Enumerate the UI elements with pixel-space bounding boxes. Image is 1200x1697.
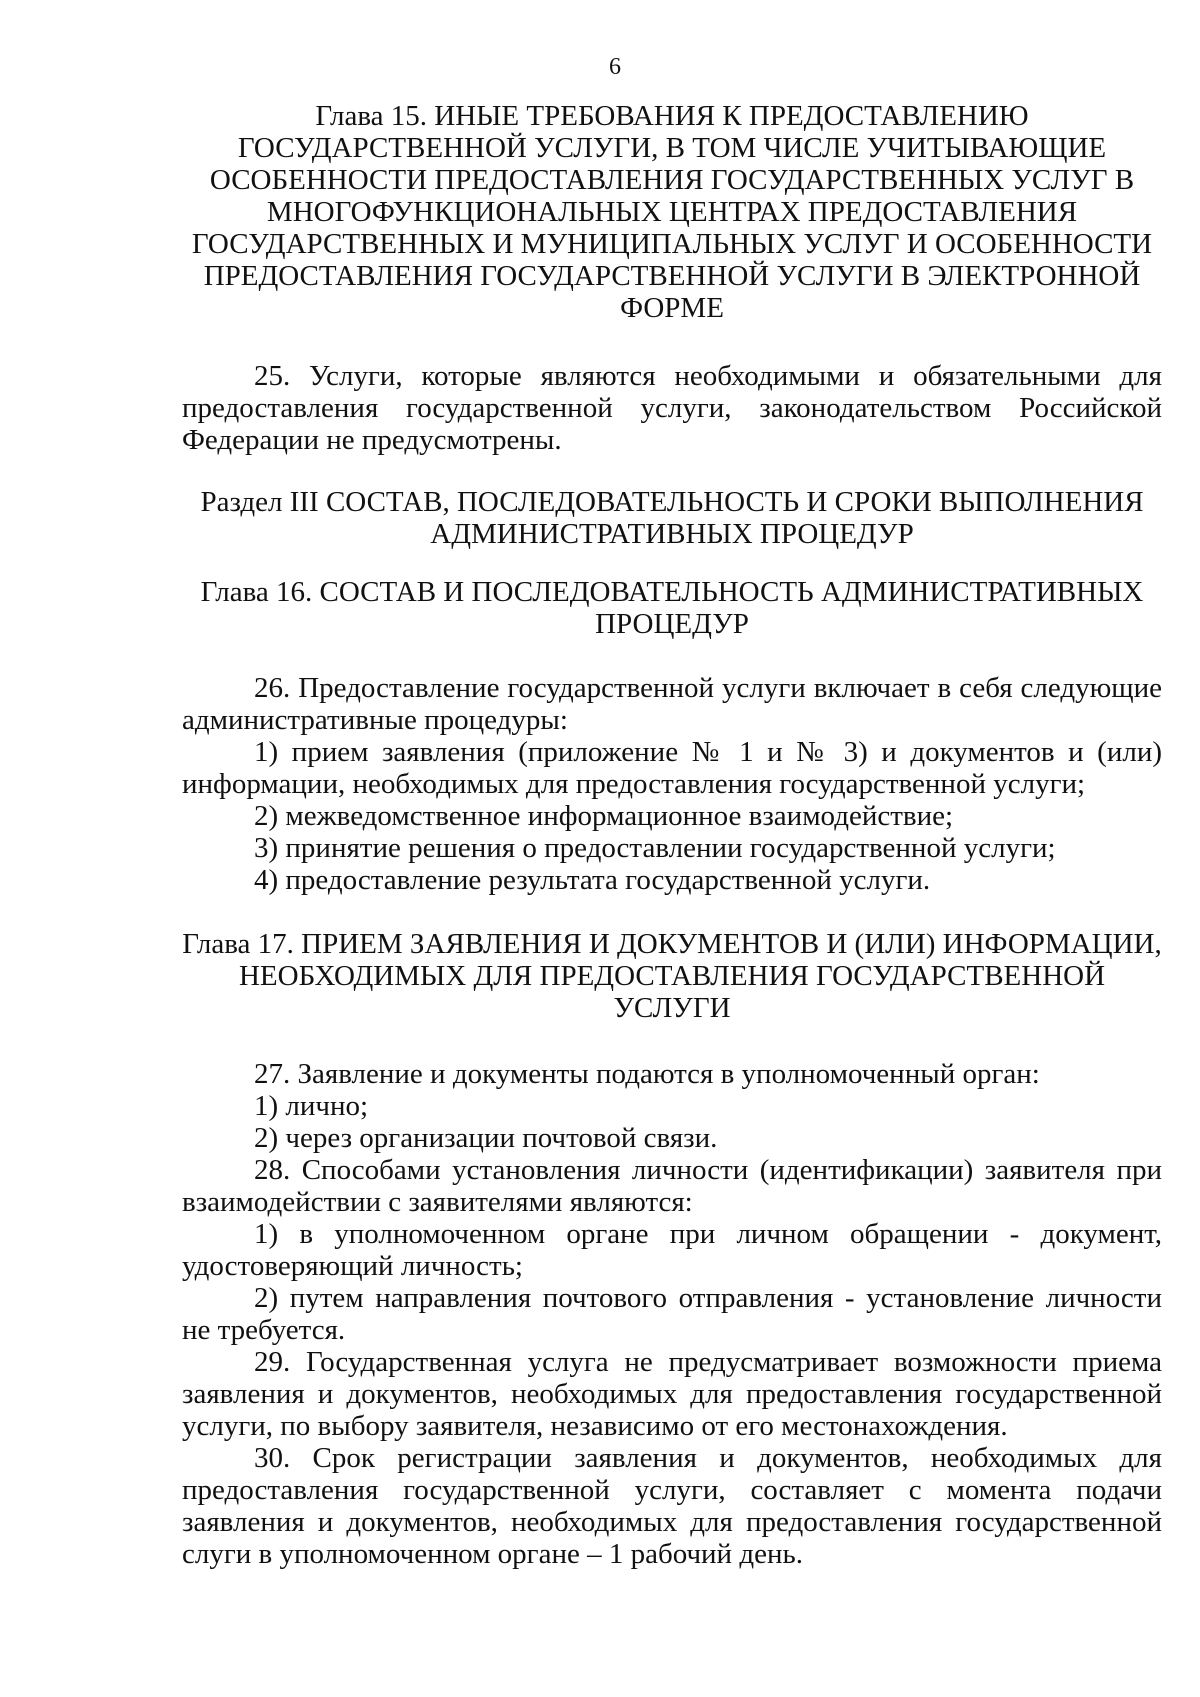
paragraph-30: 30. Срок регистрации заявления и документов, необходимых для предоставления государственной услуги, составляет с момента подачи заявления и документов, необходимых для предоставления государственной слуги в уполномоченном органе – 1 рабочий день.	[182, 1442, 1162, 1570]
document-body	[182, 100, 1162, 1570]
paragraph-26-item-1: 1) прием заявления (приложение № 1 и № 3) и документов и (или) информации, необходимых для предоставления государственной услуги;	[182, 736, 1162, 800]
paragraph-28-item-2: 2) путем направления почтового отправления - установление личности не требуется.	[182, 1282, 1162, 1346]
paragraph-26-item-4: 4) предоставление результата государственной услуги.	[254, 864, 931, 896]
paragraph-28-item-1: 1) в уполномоченном органе при личном обращении - документ, удостоверяющий личность;	[182, 1218, 1162, 1282]
paragraph-29: 29. Государственная услуга не предусматривает возможности приема заявления и документов, необходимых для предоставления государственной услуги, по выбору заявителя, независимо от его местонахождения.	[182, 1346, 1162, 1442]
chapter-16-title: Глава 16. СОСТАВ И ПОСЛЕДОВАТЕЛЬНОСТЬ АДМИНИСТРАТИВНЫХ ПРОЦЕДУР	[200, 576, 1144, 640]
paragraph-26-item-2: 2) межведомственное информационное взаимодействие;	[254, 800, 954, 832]
paragraph-28: 28. Способами установления личности (идентификации) заявителя при взаимодействии с заявителями являются:	[182, 1154, 1162, 1218]
chapter-17-title: Глава 17. ПРИЕМ ЗАЯВЛЕНИЯ И ДОКУМЕНТОВ И (ИЛИ) ИНФОРМАЦИИ, НЕОБХОДИМЫХ ДЛЯ ПРЕДОСТАВЛЕНИЯ ГОСУДАРСТВЕННОЙ УСЛУГИ	[182, 928, 1162, 1024]
paragraph-27: 27. Заявление и документы подаются в уполномоченный орган:	[254, 1058, 1040, 1090]
section-3-title: Раздел III СОСТАВ, ПОСЛЕДОВАТЕЛЬНОСТЬ И СРОКИ ВЫПОЛНЕНИЯ АДМИНИСТРАТИВНЫХ ПРОЦЕДУР	[200, 486, 1144, 550]
paragraph-26: 26. Предоставление государственной услуги включает в себя следующие административные процедуры:	[182, 672, 1162, 736]
paragraph-26-item-3: 3) принятие решения о предоставлении государственной услуги;	[254, 832, 1056, 864]
paragraph-27-item-2: 2) через организации почтовой связи.	[254, 1122, 718, 1154]
paragraph-25: 25. Услуги, которые являются необходимыми и обязательными для предоставления государственной услуги, законодательством Российской Федерации не предусмотрены.	[182, 360, 1162, 456]
chapter-15-title: Глава 15. ИНЫЕ ТРЕБОВАНИЯ К ПРЕДОСТАВЛЕНИЮ ГОСУДАРСТВЕННОЙ УСЛУГИ, В ТОМ ЧИСЛЕ УЧИТЫВАЮЩИЕ ОСОБЕННОСТИ ПРЕДОСТАВЛЕНИЯ ГОСУДАРСТВЕННЫХ УСЛУГ В МНОГОФУНКЦИОНАЛЬНЫХ ЦЕНТРАХ ПРЕДОСТАВЛЕНИЯ ГОСУДАРСТВЕННЫХ И МУНИЦИПАЛЬНЫХ УСЛУГ И ОСОБЕННОСТИ ПРЕДОСТАВЛЕНИЯ ГОСУДАРСТВЕННОЙ УСЛУГИ В ЭЛЕКТРОННОЙ ФОРМЕ	[191, 100, 1153, 324]
paragraph-27-item-1: 1) лично;	[254, 1090, 369, 1122]
page-number: 6	[609, 54, 621, 80]
